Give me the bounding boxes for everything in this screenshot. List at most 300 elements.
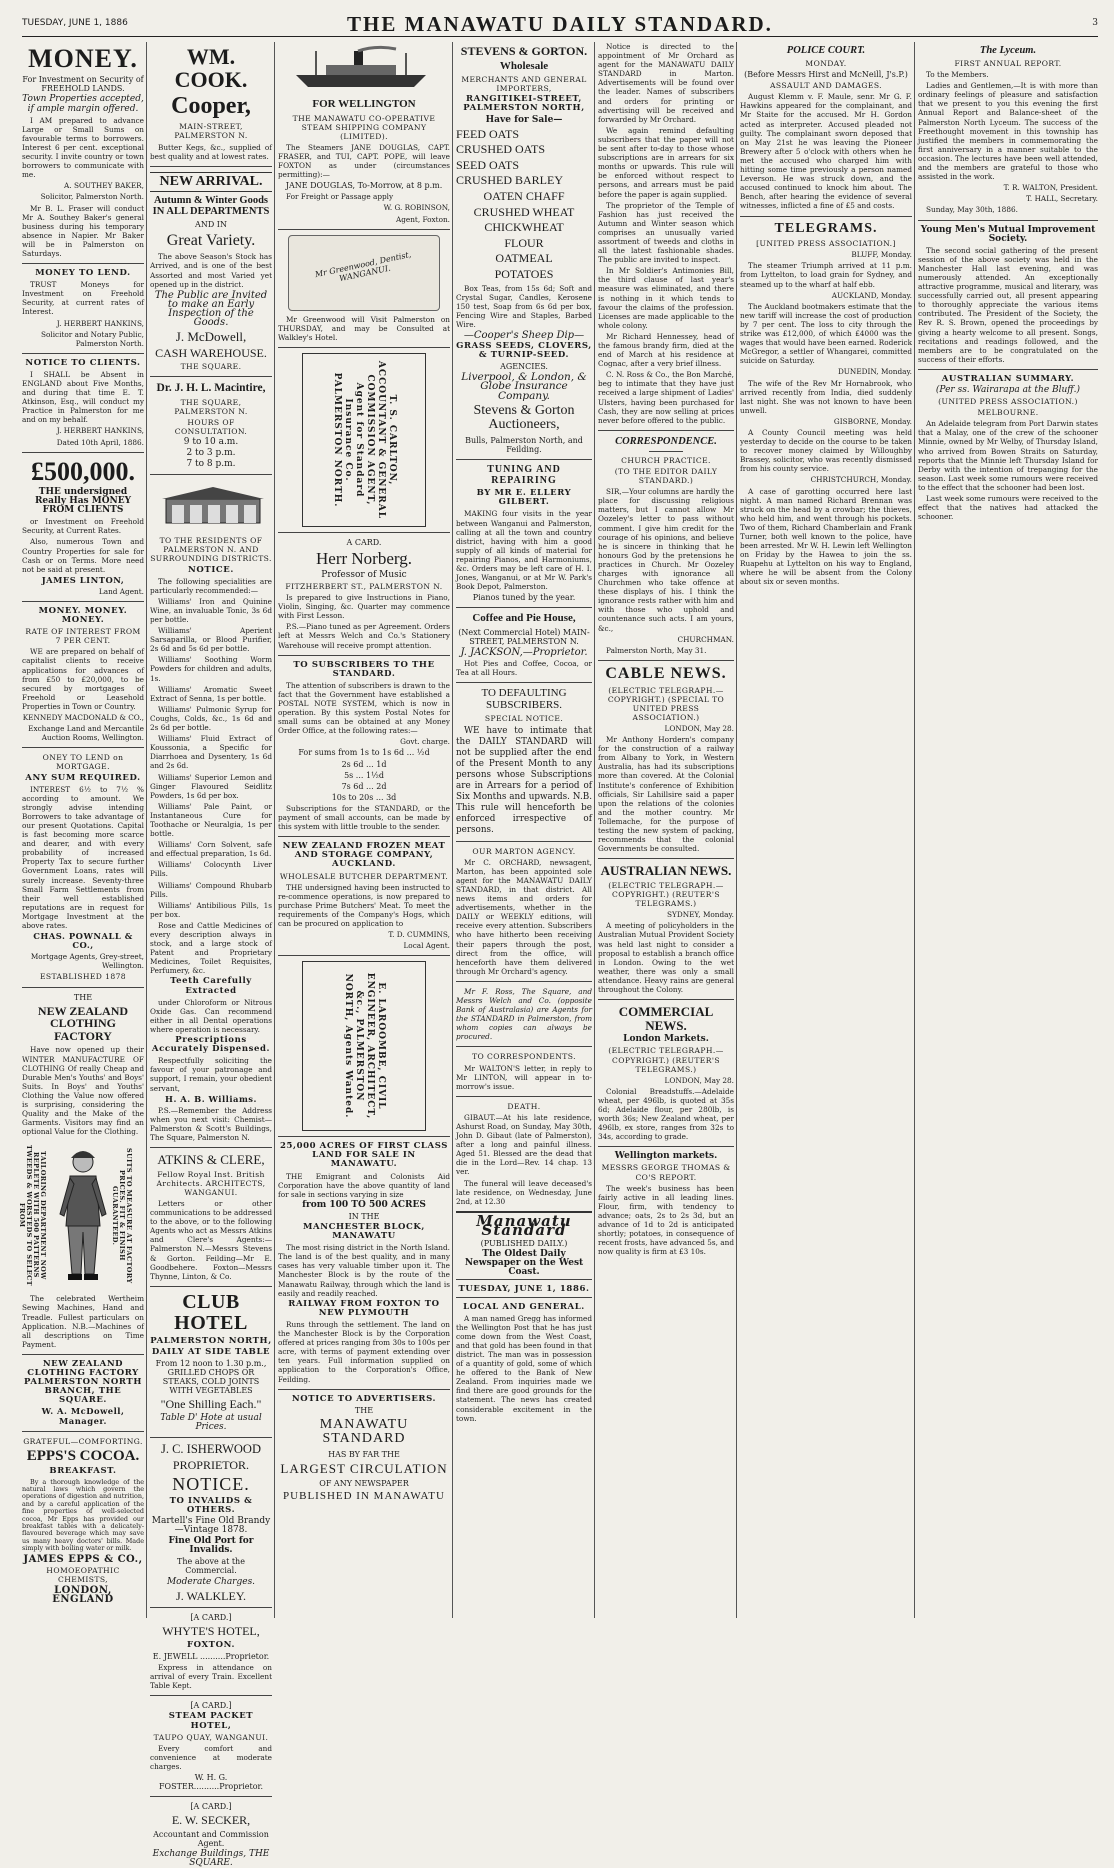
ymmi-title: Young Men's Mutual Improvement Society. xyxy=(920,224,1096,244)
telegram-place: BLUFF, Monday. xyxy=(851,250,912,260)
isherwood-notice: NOTICE. xyxy=(172,1473,250,1494)
norberg-ps: P.S.—Piano tuned as per Agreement. Orders left at Messrs Welch and Co.'s Stationery Warehouse will receive prompt attention. xyxy=(278,622,450,650)
divider xyxy=(150,166,272,167)
divider xyxy=(456,1046,592,1047)
williams-intro: The following specialities are particularly recommended:— xyxy=(150,576,272,595)
clothing-ad-caption: The celebrated Wertheim Sewing Machines, Hand and Treadle. Fullest particulars on Application. N.B.—Machines of all descriptions on Time Payment. xyxy=(22,1294,144,1349)
list-item: Williams' Iron and Quinine Wine, an invaluable Tonic, 3s 6d per bottle. xyxy=(150,596,272,624)
divider xyxy=(22,263,144,264)
divider xyxy=(278,347,450,348)
column-4 xyxy=(456,42,592,1618)
divider xyxy=(598,1146,734,1147)
frozen-meat-title: NEW ZEALAND FROZEN MEAT AND STORAGE COMPANY, AUCKLAND. xyxy=(282,841,446,870)
lyceum-date: Sunday, May 30th, 1886. xyxy=(926,205,1018,215)
lyceum-title: The Lyceum. xyxy=(979,45,1037,56)
list-item: Williams' Aperient Sarsaparilla, or Blood Purifier, 2s 6d and 5s 6d per bottle. xyxy=(150,626,272,654)
divider xyxy=(22,601,144,602)
column-rule xyxy=(594,42,595,1618)
money-ad-note-2: Mr B. L. Fraser will conduct Mr A. Southey Baker's general business during his temporary absence in Napier. Mr Baker will be in Palmerston on Saturdays. xyxy=(22,203,144,258)
sum-ad-body: INTEREST 6½ to 7½ % according to amount. We strongly advise intending Borrowers to take advantage of our present Quotations. Capital is fast becoming more scarce and dearer, and with every probability of increased Property Tax to secure further Government Loans, rates will surely increase. Seventy-three Small Farm Settlements from their well established reputations are in request for Mortgage Investment at the above rates. xyxy=(22,784,144,930)
wellington-title: FOR WELLINGTON xyxy=(312,98,416,111)
sum-ad-signature-role: Mortgage Agents, Grey-street, Wellington. xyxy=(30,952,144,971)
steam-proprietor: W. H. G. FOSTER..........Proprietor. xyxy=(159,1773,263,1792)
sg-dip: —Cooper's Sheep Dip— xyxy=(463,330,585,342)
subscribers-tail: Subscriptions for the STANDARD, or the payment of small accounts, can be made by this system with little trouble to the sender. xyxy=(278,803,450,832)
norberg-title: Herr Norberg. xyxy=(316,549,412,569)
dentist-seal xyxy=(288,235,440,311)
telegrams-title: TELEGRAMS. xyxy=(774,220,878,236)
temple-paragraph: The proprietor of the Temple of Fashion has just received the Autumn and Winter season which comprises an unusually varied assortment of tweeds and cloths in all the latest fashionable shades. The public are invited to inspect. xyxy=(598,200,734,265)
prescriptions-ps: P.S.—Remember the Address when you next visit: Chemist—Palmerston & Scott's Buildings, The Square, Palmerston N. xyxy=(150,1105,272,1142)
ross-paragraph: C. N. Ross & Co., the Bon Marché, beg to intimate that they have just received a large shipment of Ladies' Ulsters, having been purchased for Cash, they are now selling at prices never before offered to the public. xyxy=(598,370,734,425)
defaulting-title: TO DEFAULTING SUBSCRIBERS. xyxy=(481,687,567,711)
lyceum-to: To the Members. xyxy=(926,70,989,80)
pounds-ad-body-1: THE undersigned Really Has MONEY FROM CLIENTS xyxy=(34,486,132,516)
secker-title: E. W. SECKER, xyxy=(171,1813,251,1828)
advertisers-largest: LARGEST CIRCULATION xyxy=(280,1461,448,1477)
money-ad-title: MONEY. xyxy=(28,44,138,73)
paper-date: TUESDAY, JUNE 1, 1886. xyxy=(458,1284,590,1295)
mortgage-ad-title: ONEY TO LEND on MORTGAGE. xyxy=(42,753,124,772)
card-label: [A CARD.] xyxy=(190,1613,232,1623)
list-item: Williams' Aromatic Sweet Extract of Senna, 1s per bottle. xyxy=(150,684,272,703)
list-item: OATMEAL xyxy=(495,251,553,266)
articles-paragraph: We again remind defaulting subscribers that the paper will not be sent after to-day to those whose subscriptions are in arrears for six months or upwards. This rule will be enforced without respect to persons, and arrears must be paid before the paper is again supplied. xyxy=(598,125,734,199)
divider xyxy=(278,532,450,533)
frozen-meat-body: THE undersigned having been instructed to re-commence operations, is now prepared to purchase Prime Butchers' Meat. To meet the requirements of the Company's Hogs, which can be procured on application to xyxy=(278,882,450,928)
sum-ad-established: ESTABLISHED 1878 xyxy=(39,972,127,982)
telegram-body: A County Council meeting was held yesterday to decide on the course to be taken to recover money claimed by Willoughby Brassey, solicitor, who was recently dismissed from his county service. xyxy=(740,427,912,474)
tailor-illustration xyxy=(18,1140,133,1290)
divider xyxy=(278,655,450,656)
cook-body: Butter Kegs, &c., supplied of best quality and at lowest rates. xyxy=(150,142,272,161)
cable-body: Mr Anthony Hordern's company for the construction of a railway from Albany to York, in Western Australia, has had its subscriptions more than covered. At the Colonial Institute's conference of Exhibition officials, Sir Lahillsire said a paper upon the relations of the colonies and the mother country. Mr Tollemache, for the purpose of testing the new system of packing, recommends that the colonial Governments be consulted. xyxy=(598,735,734,854)
telegram-place: DUNEDIN, Monday. xyxy=(837,367,912,377)
sg-auctioneers: Stevens & Gorton Auctioneers, xyxy=(473,402,575,433)
list-item: Williams' Compound Rhubarb Pills. xyxy=(150,880,272,899)
mmm-ad-rate: RATE OF INTEREST FROM 7 PER CENT. xyxy=(25,627,141,646)
wellington-markets-body: The week's business has been fairly active in all leading lines. Flour, firm, with tendency to advance; oats, 2s to 2s 3d, but an advance of 1d to 2d is anticipated shortly; potatoes, in consequence of recent frosts, have advanced 5s, and now quality is firm at £3 10s. xyxy=(598,1183,734,1257)
divider xyxy=(740,216,912,217)
acres-detail: The most rising district in the North Island. The land is of the best quality, and in many cases has very valuable timber upon it. The Manchester Block is by the route of the Manawatu Railway, through which the land is easily and readily reached. xyxy=(278,1243,450,1298)
sg-body: Box Teas, from 15s 6d; Soft and Crystal Sugar, Candles, Kerosene 150 test, Soap from 6s 6d per box, Fencing Wire and Staples, Barbed Wire. xyxy=(456,283,592,329)
clothing-ad-body: Have now opened up their WINTER MANUFACTURE OF CLOTHING Of really Cheap and Durable Men's Youths' and Boys' Suits. In Boys' and Youths' Clothing the Value now offered is surprising, considering the Quality and the Make of the Garments. Visitors may find an optional Value for the Clothing. xyxy=(22,1045,144,1137)
telegrams-subtitle: [UNITED PRESS ASSOCIATION.] xyxy=(756,239,896,249)
australian-news-body: A meeting of policyholders in the Australian Mutual Provident Society was held last night to consider a proposal to establish a branch office in London. Owing to the wet weather, there was only a small attendance. Heavy rains are general throughout the Colony. xyxy=(598,921,734,994)
mcdowell-store: CASH WAREHOUSE. xyxy=(155,345,267,360)
clothing-side-text-left: TAILORING DEPARTMENT NOW REPLETE WITH 500 PATTERNS TWEEDS & WORSTEDS TO SELECT FROM xyxy=(18,1144,47,1286)
commercial-news-title: COMMERCIAL NEWS. xyxy=(618,1004,714,1033)
wellington-markets-subtitle: MESSRS GEORGE THOMAS & CO'S REPORT. xyxy=(601,1163,731,1182)
frozen-meat-subtitle: WHOLESALE BUTCHER DEPARTMENT. xyxy=(279,871,449,881)
commercial-news-subtitle: London Markets. xyxy=(623,1034,709,1045)
arrival-variety: Great Variety. xyxy=(166,231,256,249)
gilbert-title: BY MR E. ELLERY GILBERT. xyxy=(476,488,572,508)
local-body: A man named Gregg has informed the Wellington Post that he has just come down from the West Coast, and that gold has been found in that district. The man was in possession of a quantity of gold, some of which he offered to the Bank of New Zealand. From inquiries made we find there are good grounds for the statement. The news has created considerable excitement in the town. xyxy=(456,1313,592,1423)
sg-address: RANGITIKEI-STREET, PALMERSTON NORTH, xyxy=(463,94,585,114)
divider xyxy=(22,452,144,453)
divider xyxy=(918,369,1098,370)
subscribers-title: TO SUBSCRIBERS TO THE STANDARD. xyxy=(293,659,435,679)
macintire-hours-title: HOURS OF CONSULTATION. xyxy=(174,417,248,436)
sg-merchants: MERCHANTS AND GENERAL IMPORTERS, xyxy=(461,75,587,94)
williams-to: TO THE RESIDENTS OF PALMERSTON N. AND SURROUNDING DISTRICTS. xyxy=(150,536,272,564)
divider xyxy=(150,1437,272,1438)
coffee-address: (Next Commercial Hotel) MAIN-STREET, PALMERSTON N. xyxy=(458,627,590,646)
cooper-title: Cooper, xyxy=(171,93,251,120)
arrival-body: The above Season's Stock has Arrived, and is one of the best Assorted and most Varied yet opened up in the district. xyxy=(150,252,272,289)
column-rule xyxy=(274,42,275,1618)
divider xyxy=(598,999,734,1000)
epps-subtitle: BREAKFAST. xyxy=(49,1466,117,1477)
mmm-ad-signature: KENNEDY MACDONALD & CO., xyxy=(22,713,144,723)
williams-notice: NOTICE. xyxy=(188,564,234,575)
frozen-meat-signature: T. D. CUMMINS, xyxy=(388,930,450,940)
divider xyxy=(456,841,592,842)
cable-subtitle: (ELECTRIC TELEGRAPH.—COPYRIGHT.) (SPECIAL TO UNITED PRESS ASSOCIATION.) xyxy=(607,685,725,722)
norberg-address: FITZHERBERT ST., PALMERSTON N. xyxy=(285,581,443,591)
advertisers-of: OF ANY NEWSPAPER xyxy=(319,1478,409,1488)
prescriptions-signature: H. A. B. Williams. xyxy=(165,1093,257,1104)
advertisers-title: NOTICE TO ADVERTISERS. xyxy=(291,1393,437,1404)
wellington-markets-title: Wellington markets. xyxy=(614,1151,718,1162)
money-ad-signature-role: Solicitor, Palmerston North. xyxy=(40,192,144,202)
police-court-body: August Klemm v. F. Maule, senr. Mr G. F. Hawkins appeared for the complainant, and Mr Staite for the accused. Mr H. Gordon acted as interpreter. Accused pleaded not guilty. The complainant sworn deposed that on May 21st he was leaving the Pioneer Brewery after 5 o'clock with others when he met the accused who charged him with hitting some time previously a person named Leverson. He was struck down, and the accused continued to knock him about. The Bench, after hearing the evidence of several witnesses, inflicted a fine of £5 and costs. xyxy=(740,92,912,211)
divider xyxy=(22,747,144,748)
cook-address: MAIN-STREET, PALMERSTON N. xyxy=(174,122,248,141)
teeth-body: under Chloroform or Nitrous Oxide Gas. Can recommend either in all Dental operations where operation is necessary. xyxy=(150,997,272,1034)
steamer-icon xyxy=(286,45,436,91)
church-signature: CHURCHMAN. xyxy=(677,634,734,644)
nz-branch: NEW ZEALAND CLOTHING FACTORY PALMERSTON NORTH BRANCH, THE SQUARE. xyxy=(24,1358,142,1406)
list-item: Williams' Pulmonic Syrup for Coughs, Colds, &c., 1s 6d and 2s 6d per bottle. xyxy=(150,704,272,733)
telegram-body: The wife of the Rev Mr Hornabrook, who arrived recently from India, died suddenly last night. She was not known to have been unwell. xyxy=(740,378,912,415)
epps-signature: JAMES EPPS & CO., xyxy=(23,1553,143,1565)
walkley-signature: J. WALKLEY. xyxy=(176,1588,246,1603)
column-6 xyxy=(740,42,912,1618)
divider xyxy=(598,660,734,661)
list-item: POTATOES xyxy=(494,266,554,281)
column-7 xyxy=(918,42,1098,1618)
isherwood-brandy: Martell's Fine Old Brandy—Vintage 1878. xyxy=(151,1515,271,1536)
rate-row: 10s to 20s ... 3d xyxy=(331,792,397,802)
isherwood-port: Fine Old Port for Invalids. xyxy=(168,1536,254,1556)
lend-ad-signature-role: Solicitor and Notary Public, Palmerston North. xyxy=(41,329,144,348)
telegram-place: CHRISTCHURCH, Monday. xyxy=(810,475,912,485)
coffee-title: Coffee and Pie House, xyxy=(472,612,576,625)
divider xyxy=(598,430,734,431)
divider xyxy=(649,451,683,452)
divider xyxy=(278,836,450,837)
nz-manager: W. A. McDowell, Manager. xyxy=(41,1406,125,1426)
list-item: FEED OATS xyxy=(456,126,520,141)
hours-row: 9 to 10 a.m. xyxy=(183,436,239,447)
sg-title: STEVENS & GORTON. xyxy=(460,44,588,58)
list-item: Williams' Colocynth Liver Pills. xyxy=(150,860,272,879)
isherwood-to: TO INVALIDS & OTHERS. xyxy=(169,1495,253,1515)
divider xyxy=(456,459,592,460)
lyceum-signature: T. R. WALTON, President. xyxy=(1003,183,1098,193)
divider xyxy=(22,987,144,988)
secker-address: Exchange Buildings, THE SQUARE. xyxy=(152,1849,270,1868)
wellington-sailing: JANE DOUGLAS, To-Morrow, at 8 p.m. xyxy=(285,181,443,191)
summary-subtitle: (Per ss. Wairarapa at the Bluff.) xyxy=(935,385,1081,396)
clients-ad-body: I SHALL be Absent in ENGLAND about Five Months, and during that time E. T. Atkinson, Esq., will conduct my Practice in Palmerston for me and on my behalf. xyxy=(22,369,144,425)
lyceum-report: FIRST ANNUAL REPORT. xyxy=(954,59,1062,69)
local-title: LOCAL AND GENERAL. xyxy=(463,1301,585,1312)
divider xyxy=(150,1796,272,1797)
club-place: PALMERSTON NORTH, xyxy=(150,1335,272,1346)
advertisers-has: HAS BY FAR THE xyxy=(328,1450,400,1460)
death-body: GIBAUT.—At his late residence, Ashurst Road, on Sunday, May 30th, John D. Gibaut (late of Palmerston), after a long and painful illness. Aged 51. Blessed are the dead that die in the Lord—Rev. 14 chap. 13 ver. xyxy=(456,1112,592,1177)
divider xyxy=(456,682,592,683)
prescriptions-body: Respectfully soliciting the favour of your patronage and support, I remain, your obedient servant, xyxy=(150,1056,272,1093)
police-court-before: (Before Messrs Hirst and McNeill, J's.P.) xyxy=(744,70,908,80)
isherwood-role: PROPRIETOR. xyxy=(172,1458,250,1473)
telegram-place: GISBORNE, Monday. xyxy=(833,416,912,426)
police-court-case: ASSAULT AND DAMAGES. xyxy=(770,81,882,91)
clients-ad-date: Dated 10th April, 1886. xyxy=(56,437,144,447)
sg-have: Have for Sale— xyxy=(485,114,563,125)
divider xyxy=(150,1286,272,1287)
coffee-proprietor: J. JACKSON,—Proprietor. xyxy=(460,647,588,659)
lyceum-body: Ladies and Gentlemen,—It is with more than ordinary feelings of pleasure and satisfaction that we present to you this evening the first Annual Report and Balance-sheet of the Palmerston North Lyceum. The success of the Freethought movement in this township has justified the members in commemorating the first anniversary in a manner suitable to the occasion. The lectures have been well attended, and the members are grateful to those who assisted in the work. xyxy=(918,81,1098,182)
divider xyxy=(22,353,144,354)
list-item: SEED OATS xyxy=(456,157,520,172)
mmm-ad-body: WE are prepared on behalf of capitalist clients to receive applications for advances of from £50 to £20,000, to be secured by mortgages of Freehold or Leasehold Properties in Town or Country. xyxy=(22,647,144,711)
agency-title: OUR MARTON AGENCY. xyxy=(472,846,576,856)
tuning-title: TUNING AND REPAIRING xyxy=(487,464,561,486)
summary-tail: Last week some rumours were received to the effect that the natives had attacked the schooner. xyxy=(918,494,1098,522)
money-ad-note: Town Properties accepted, if ample margin offered. xyxy=(22,94,144,114)
telegram-body: The steamer Triumph arrived at 11 p.m. from Lyttelton, to load grain for Sydney, and steamed up to the wharf at half ebb. xyxy=(740,261,912,289)
mmm-ad-title: MONEY. MONEY. MONEY. xyxy=(38,606,128,626)
advertisers-published: PUBLISHED IN MANAWATU xyxy=(283,1490,445,1502)
steam-body: Every comfort and convenience at moderate charges. xyxy=(150,1743,272,1771)
isherwood-at: The above at the Commercial. xyxy=(177,1557,245,1576)
column-2 xyxy=(150,42,272,1868)
column-rule xyxy=(914,42,915,1618)
divider xyxy=(278,1389,450,1390)
norberg-body: Is prepared to give Instructions in Piano, Violin, Singing, &c. Quarter may commence with First Lesson. xyxy=(278,593,450,621)
paper-title: Manawatu Standard xyxy=(476,1211,572,1239)
club-daily: DAILY AT SIDE TABLE xyxy=(151,1346,271,1357)
summary-subtitle-2: (UNITED PRESS ASSOCIATION.) xyxy=(938,397,1078,407)
divider xyxy=(456,607,592,608)
list-item: Williams' Corn Solvent, safe and effectual preparation, 1s 6d. xyxy=(150,840,272,859)
agency-body: Mr C. ORCHARD, newsagent, Marton, has been appointed sole agent for the MANAWATU DAILY STANDARD, in that district. All news items and orders for advertisements, whether in the DAILY or WEEKLY editions, will receive every attention. Subscribers who have hitherto been receiving their papers through the post, direct from the office, will henceforth have them delivered through Mr Orchard's agency. xyxy=(456,857,592,976)
laroombe-card-text: E. LAROOMBE, CIVIL ENGINEER, ARCHITECT, &c., PALMERSTON NORTH, Agents Wanted. xyxy=(343,972,386,1120)
rate-row: 7s 6d ... 2d xyxy=(341,781,387,791)
divider xyxy=(150,1695,272,1696)
frozen-meat-signature-role: Local Agent. xyxy=(403,941,450,951)
arrival-subtitle: Autumn & Winter Goods IN ALL DEPARTMENTS xyxy=(152,195,270,218)
cook-title: WM. COOK. xyxy=(174,44,248,93)
column-1 xyxy=(18,42,144,1618)
clothing-ad-the: THE xyxy=(73,992,93,1002)
money-ad-subtitle: For Investment on Security of FREEHOLD LANDS. xyxy=(22,75,144,94)
list-item: CRUSHED WHEAT xyxy=(473,204,575,219)
cable-title: CABLE NEWS. xyxy=(605,664,727,682)
wellington-signature: W. G. ROBINSON, xyxy=(383,203,450,213)
rate-row: 5s ... 1½d xyxy=(344,770,384,780)
advertisers-the: THE xyxy=(354,1405,374,1415)
list-item: CHICKWHEAT xyxy=(484,220,564,235)
acres-body: THE Emigrant and Colonists Aid Corporation have the above quantity of land for sale in sections varying in size xyxy=(278,1171,450,1199)
teeth-title: Teeth Carefully Extracted xyxy=(170,976,252,996)
lend-ad-body: TRUST Moneys for Investment on Freehold Security, at current rates of Interest. xyxy=(22,280,144,317)
wellington-freight: For Freight or Passage apply xyxy=(286,192,394,202)
advertisers-paper: MANAWATU STANDARD xyxy=(319,1416,409,1447)
defaulting-body: WE have to intimate that the DAILY STANDARD will not be supplied after the end of the Present Month to any persons whose Subscriptions are in Arrears for a period of Six Months and upwards. N.B. This rule will henceforth be enforced irrespective of persons. xyxy=(456,725,592,835)
card-label: [A CARD.] xyxy=(190,1802,232,1812)
club-price: "One Shilling Each." xyxy=(160,1397,262,1412)
masthead-date: TUESDAY, JUNE 1, 1886 xyxy=(22,18,128,28)
norberg-card: A CARD. xyxy=(346,537,382,547)
divider xyxy=(456,1096,592,1097)
arrival-invite: The Public are Invited to make an Early Inspection of the Goods. xyxy=(154,289,268,329)
church-title: CHURCH PRACTICE. xyxy=(621,455,711,465)
rate-row: 2s 6d ... 1d xyxy=(341,759,387,769)
steam-address: TAUPO QUAY, WANGANUI. xyxy=(153,1732,269,1742)
coffee-body: Hot Pies and Coffee, Cocoa, or Tea at all Hours. xyxy=(456,659,592,678)
sg-grass: GRASS SEEDS, CLOVERS, & TURNIP-SEED. xyxy=(456,341,592,361)
card-label: [A CARD.] xyxy=(190,1701,232,1711)
carlton-card xyxy=(302,353,426,527)
commercial-news-subtitle-2: (ELECTRIC TELEGRAPH.—COPYRIGHT.) (REUTER'S TELEGRAMS.) xyxy=(608,1046,724,1074)
williams-list xyxy=(150,597,272,919)
money-ad-signature: A. SOUTHEY BAKER, xyxy=(64,181,144,191)
paper-published: (PUBLISHED DAILY.) xyxy=(480,1239,568,1249)
macintire-address: THE SQUARE, PALMERSTON N. xyxy=(174,397,248,416)
divider xyxy=(278,1136,450,1137)
column-rule xyxy=(736,42,737,1618)
acres-range: from 100 TO 500 ACRES xyxy=(302,1199,426,1210)
divider xyxy=(598,858,734,859)
norberg-role: Professor of Music xyxy=(321,569,407,580)
divider xyxy=(150,474,272,475)
telegram-body: A case of garotting occurred here last night. A man named Richard Brennan was struck on the head by a crowbar; the thieves, who held him, and went through his pockets. Two of them, Richard Chamberlain and Frank Turner, both well known to the police, have been arrested. Mr W. H. Lewin left Wellington on Friday by the Hawea to join the ss. Ruapehu at Lyttelton on his way to England, where he will be absent from the Colony about six or seven months. xyxy=(740,486,912,587)
list-item: CRUSHED OATS xyxy=(456,142,546,157)
column-3 xyxy=(278,42,450,1618)
sum-ad-signature: CHAS. POWNALL & CO., xyxy=(33,931,133,951)
chemist-shop-icon xyxy=(158,483,268,529)
rose-medicines: Rose and Cattle Medicines of every description always in stock, and a large stock of Patent and Proprietary Medicines, Toilet Requisites, Perfumery, &c. xyxy=(150,920,272,976)
clients-ad-signature: J. HERBERT HANKINS, xyxy=(56,426,144,436)
wellington-company: THE MANAWATU CO-OPERATIVE STEAM SHIPPING COMPANY (LIMITED). xyxy=(292,113,436,141)
death-funeral: The funeral will leave deceased's late residence, on Wednesday, June 2nd, at 12.30 xyxy=(456,1178,592,1206)
commercial-news-body: Colonial Breadstuffs.—Adelaide wheat, per 496lb, is quoted at 35s 6d; Adelaide flour, per 280lb, is worth 36s; New Zealand wheat, per 496lb, ex store, ranges from 32s to 34s, according to grade. xyxy=(598,1086,734,1142)
greenwood-notice: Mr Greenwood will Visit Palmerston on THURSDAY, and may be Consulted at Walkley's Hotel. xyxy=(278,314,450,342)
ross-notice: Mr F. Ross, The Square, and Messrs Welch and Co. (opposite Bank of Australasia) are Agents for the STANDARD in Palmerston, from whom copies can always be procured. xyxy=(456,986,592,1042)
paper-oldest: The Oldest Daily Newspaper on the West Coast. xyxy=(464,1249,584,1278)
laroombe-card xyxy=(302,961,426,1131)
acres-tail: Runs through the settlement. The land on the Manchester Block is by the Corporation offered at prices ranging from 30s to 100s per acre, with terms of payment extending over ten years. Full information supplied on application to the Corporation's Office, Feilding. xyxy=(278,1319,450,1384)
subscribers-rates-head: Govt. charge. xyxy=(400,737,450,747)
macintire-title: Dr. J. H. L. Macintire, xyxy=(156,382,266,395)
pounds-ad-title: £500,000. xyxy=(31,456,135,486)
epps-tagline: GRATEFUL—COMFORTING. xyxy=(23,1436,143,1446)
boy-figure-icon xyxy=(48,1140,118,1290)
sum-ad-title: ANY SUM REQUIRED. xyxy=(25,772,141,783)
whyte-title: WHYTE'S HOTEL, xyxy=(162,1624,260,1639)
sg-subtitle: Wholesale xyxy=(499,59,549,72)
isherwood-moderate: Moderate Charges. xyxy=(166,1576,256,1587)
summary-body: An Adelaide telegram from Port Darwin states that a Malay, one of the crew of the schooner Minnie, owned by Mr Welby, of Thursday Island, who arrived from Bowen Straits on Saturday, reports that the Minnie left Thursday Island for Derby with the intention of trepanging for the season. Last week some rumours were received to the effect that the schooner had been lost. xyxy=(918,419,1098,492)
divider xyxy=(278,955,450,956)
money-ad-body: I AM prepared to advance Large or Small Sums on favourable terms to borrowers. Interest 6 per cent. exceptional security. I invite country or town borrowers to communicate with me. xyxy=(22,115,144,180)
sauce-paragraph: In Mr Soldier's Antimonies Bill, the third clause of last year's measure was eliminated, and there is nothing in it which tends to favour the claims of the profession. Licenses are made applicable to the whole colony. xyxy=(598,266,734,330)
list-item: OATEN CHAFF xyxy=(483,188,565,203)
acres-title: 25,000 ACRES OF FIRST CLASS LAND FOR SALE IN MANAWATU. xyxy=(279,1141,448,1170)
police-court-title: POLICE COURT. xyxy=(786,45,866,56)
telegram-place: AUCKLAND, Monday. xyxy=(831,290,912,300)
lend-ad-signature: J. HERBERT HANKINS, xyxy=(56,318,144,328)
divider xyxy=(278,229,450,230)
whyte-place: FOXTON. xyxy=(187,1639,235,1650)
arrival-title: NEW ARRIVAL. xyxy=(150,172,272,193)
divider xyxy=(22,1431,144,1432)
clothing-side-text-right: SUITS TO MEASURE AT FACTORY PRICES. FIT & FINISH GUARANTEED. xyxy=(111,1147,133,1284)
sg-insurance: Liverpool, & London, & Globe Insurance Company. xyxy=(461,371,587,402)
club-table: Table D' Hote at usual Prices. xyxy=(160,1412,262,1433)
masthead-title: THE MANAWATU DAILY STANDARD. xyxy=(347,12,773,36)
church-body: SIR,—Your columns are hardly the place for discussing religious matters, but I cannot allow Mr Oozeley's letter to pass without comment. I give him credit for the courage of his opinions, and believe he is sincere in thinking that he honours God by the pretensions he practices in Church. Mr Oozeley charges with ignorance all Churchmen who take offence at these displays of his. I think the ignorance rests rather with him and with those who uphold and countenance such acts. I am yours, &c., xyxy=(598,487,734,633)
pounds-ad-body-2: or Investment on Freehold Security, at Current Rates. xyxy=(22,517,144,536)
notice-paragraph: Notice is directed to the appointment of Mr Orchard as agent for the MANAWATU DAILY STANDARD in Marton. Advertisements will be found over the leader. Names of subscribers and orders for printing or advertising will be received and forwarded by Mr Orchard. xyxy=(598,42,734,124)
wellington-signature-role: Agent, Foxton. xyxy=(395,214,450,224)
steam-title: STEAM PACKET HOTEL, xyxy=(168,1711,254,1731)
list-item: CRUSHED BARLEY xyxy=(456,173,564,188)
cable-place: LONDON, May 28. xyxy=(664,724,734,733)
epps-title: EPPS'S COCOA. xyxy=(26,1447,140,1464)
epps-chemists: HOMOEOPATHIC CHEMISTS, xyxy=(46,1565,120,1584)
acres-block: MANCHESTER BLOCK, MANAWATU xyxy=(303,1222,425,1242)
column-rule xyxy=(146,42,147,1618)
divider xyxy=(456,1297,592,1298)
club-title: CLUB HOTEL xyxy=(174,1290,248,1334)
sg-agencies: AGENCIES. xyxy=(500,362,548,372)
mcdowell-address: THE SQUARE. xyxy=(180,362,242,372)
masthead xyxy=(22,10,1098,37)
correspondence-title: CORRESPONDENCE. xyxy=(615,435,717,447)
atkins-title: ATKINS & CLERE, xyxy=(157,1152,265,1168)
column-rule xyxy=(452,42,453,1618)
atkins-subtitle: Fellow Royal Inst. British Architects. ARCHITECTS, WANGANUI. xyxy=(156,1169,266,1197)
gilbert-body: MAKING four visits in the year between Wanganui and Palmerston, calling at all the town and country district, having with him a good supply of all kinds of material for repairing Pianos, and Harmoniums, &c. Orders may be left care of H. I. Jones, Wanganui, or at Mr W. Park's Book Depot, Palmerston. xyxy=(456,509,592,592)
wellington-body: The Steamers JANE DOUGLAS, CAPT. FRASER, and TUI, CAPT. POPE, will leave FOXTON as under (circumstances permitting):— xyxy=(278,142,450,180)
defaulting-special: SPECIAL NOTICE. xyxy=(484,714,564,724)
divider xyxy=(22,1354,144,1355)
list-item: Williams' Soothing Worm Powders for children and adults, 1s. xyxy=(150,655,272,683)
pounds-ad-signature: JAMES LINTON, xyxy=(41,574,125,585)
list-item: Williams' Antibilious Pills, 1s per box. xyxy=(150,900,272,919)
epps-body: By a thorough knowledge of the natural laws which govern the operations of digestion and nutrition, and by a careful application of the fine properties of well-selected cocoa, Mr Epps has provided our breakfast tables with a delicately-flavoured beverage which may save us many heavy doctors' bills. Made simply with boiling water or milk. xyxy=(22,1477,144,1553)
list-item: FLOUR xyxy=(504,235,544,250)
lend-ad-title: MONEY TO LEND. xyxy=(35,268,131,279)
hours-row: 2 to 3 p.m. xyxy=(186,447,236,458)
rate-row: For sums from 1s to 1s 6d ... ½d xyxy=(298,748,430,758)
column-5 xyxy=(598,42,734,1618)
epps-city: LONDON, ENGLAND xyxy=(52,1584,114,1605)
australian-news-title: AUSTRALIAN NEWS. xyxy=(600,863,732,879)
police-court-day: MONDAY. xyxy=(805,59,847,69)
lyceum-signature-2: T. HALL, Secretary. xyxy=(1026,194,1098,204)
divider xyxy=(456,1279,592,1280)
hours-row: 7 to 8 p.m. xyxy=(186,459,236,470)
divider xyxy=(456,981,592,982)
correspondents-body: Mr WALTON'S letter, in reply to Mr LINTON, will appear in to-morrow's issue. xyxy=(456,1063,592,1091)
